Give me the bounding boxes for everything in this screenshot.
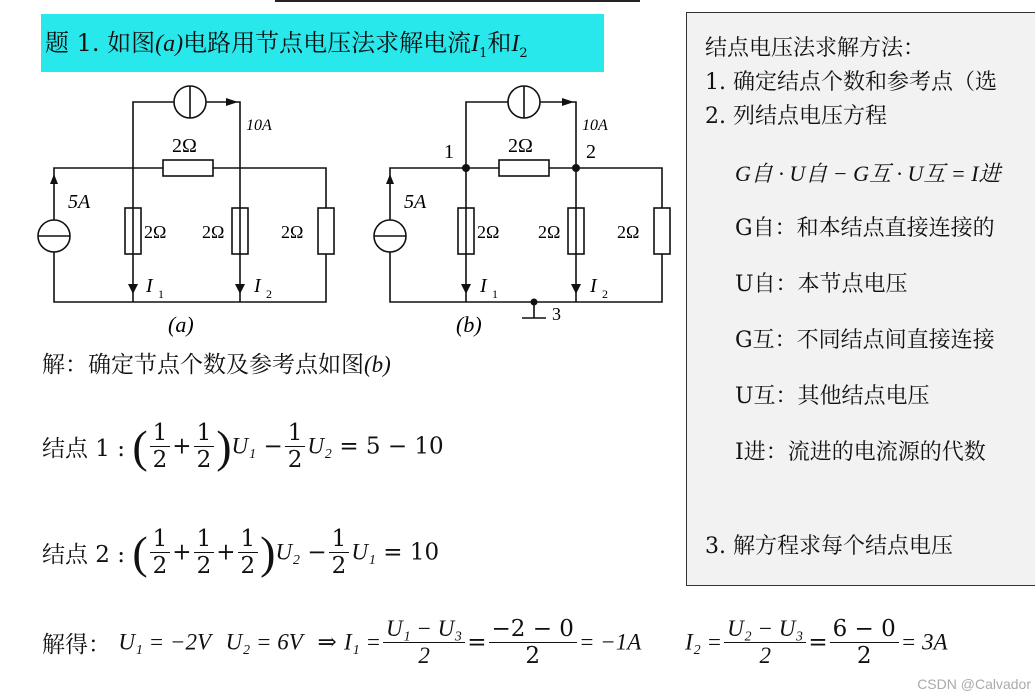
circuit-b xyxy=(366,78,686,338)
method-step-3: 3. 解方程求每个结点电压 xyxy=(705,534,953,559)
method-u-self: U自：本节点电压 xyxy=(735,272,908,297)
solution-intro xyxy=(42,346,391,379)
a-i1-sub: 1 xyxy=(158,287,164,301)
solve-i2-frac2: $\frac{6 - 0}{2}$ xyxy=(830,616,899,669)
a-i2-sub: 2 xyxy=(266,287,272,301)
node1-rparen: ) xyxy=(216,421,232,472)
b-i2-label: I xyxy=(590,275,597,297)
method-title: 结点电压法求解方法： xyxy=(705,36,926,61)
method-g-self: G自：和本结点直接连接的 xyxy=(735,216,995,241)
node2-rparen: ) xyxy=(260,527,276,578)
a-r3-label: 2Ω xyxy=(281,222,304,242)
node1-frac-a: $\frac{1}{2}$ xyxy=(150,420,171,473)
method-equation: G自 · U自 − G互 · U互 = I进 xyxy=(735,161,1001,186)
node2-equation: 结点 2 : ( $\frac{1}{2}$ + $\frac{1}{2}$ + $\frac{1}{2}$ )U₂ − $\frac{1}{2}$ U₁ = 10 xyxy=(42,526,440,579)
solve-line: 解得： U₁ = −2V U₂ = 6V ⇒ I₁ = $\frac{\text{U₁ − U₃}}{2}$ = $\frac{-2 - 0}{2}$ = −1A I₂ = $\frac{\text{U₂ − U₃}}{2}$ = $\frac{6 - 0}{2}$ = 3A xyxy=(42,616,948,669)
problem-title xyxy=(41,14,604,72)
node2-u2: U₂ xyxy=(275,539,301,565)
b-r2-label: 2Ω xyxy=(538,222,561,242)
node1-tail: = 5 − 10 xyxy=(339,433,444,460)
solve-i1-frac2: $\frac{-2 - 0}{2}$ xyxy=(489,616,577,669)
method-u-mutual: U互：其他结点电压 xyxy=(735,384,930,409)
a-cs-top-label: 10A xyxy=(246,117,272,134)
solve-i2-result: = 3A xyxy=(900,629,948,655)
b-node-3: 3 xyxy=(552,304,561,324)
node2-tail: = 10 xyxy=(383,539,440,566)
b-cs-top-label: 10A xyxy=(582,117,608,134)
b-r3-label: 2Ω xyxy=(617,222,640,242)
a-cs-left-label: 5A xyxy=(68,191,91,213)
a-r2-label: 2Ω xyxy=(202,222,225,242)
title-fig: (a) xyxy=(155,31,184,57)
solve-i2-frac1: $\frac{\text{U₂ − U₃}}{2}$ xyxy=(724,616,806,669)
node1-equation: 结点 1 : ( $\frac{1}{2}$ + $\frac{1}{2}$ )U₁ − $\frac{1}{2}$ U₂ = 5 − 10 xyxy=(42,420,444,473)
b-cs-left-label: 5A xyxy=(404,191,427,213)
circuit-a xyxy=(30,78,350,338)
a-i2-label: I xyxy=(254,275,261,297)
title-prefix: 题 1. 如图 xyxy=(45,29,156,57)
a-caption: (a) xyxy=(168,312,194,337)
node1-u1: U₁ xyxy=(231,433,257,459)
b-i2-sub: 2 xyxy=(602,287,608,301)
node1-u2: U₂ xyxy=(307,433,332,459)
a-r1-label: 2Ω xyxy=(144,222,167,242)
node2-label: 结点 2 : xyxy=(42,542,126,568)
solve-label: 解得： xyxy=(42,632,111,658)
b-caption: (b) xyxy=(456,312,482,337)
watermark: CSDN @Calvador xyxy=(917,676,1031,692)
node2-frac-a: $\frac{1}{2}$ xyxy=(150,526,171,579)
solve-i1-result: = −1A xyxy=(578,629,642,655)
node2-u1: U₁ xyxy=(351,539,376,565)
a-res-top-label: 2Ω xyxy=(172,135,197,157)
node1-frac-c: $\frac{1}{2}$ xyxy=(285,420,306,473)
title-and: 和 xyxy=(487,29,512,57)
solve-u2: U₂ = 6V xyxy=(225,629,303,655)
b-i1-sub: 1 xyxy=(492,287,498,301)
top-rule xyxy=(275,0,640,2)
node1-lparen: ( xyxy=(132,421,148,472)
node2-frac-d: $\frac{1}{2}$ xyxy=(329,526,350,579)
a-i1-label: I xyxy=(146,275,153,297)
method-i-in: I进：流进的电流源的代数 xyxy=(735,440,986,465)
b-i1-label: I xyxy=(480,275,487,297)
method-step-2: 2. 列结点电压方程 xyxy=(705,104,887,129)
b-res-top-label: 2Ω xyxy=(508,135,533,157)
node2-frac-b: $\frac{1}{2}$ xyxy=(194,526,215,579)
title-rest: 电路用节点电压法求解电流 xyxy=(183,29,472,57)
title-i2-sub: 2 xyxy=(519,46,528,61)
solution-intro-text: 解：确定节点个数及参考点如图 xyxy=(42,352,364,378)
b-node-2: 2 xyxy=(586,141,596,163)
title-i1: I xyxy=(471,31,480,57)
b-node-1: 1 xyxy=(444,141,454,163)
solve-arrow: ⇒ xyxy=(317,629,337,656)
node1-frac-b: $\frac{1}{2}$ xyxy=(194,420,215,473)
title-i1-sub: 1 xyxy=(479,46,488,61)
method-box xyxy=(686,12,1035,586)
node2-lparen: ( xyxy=(132,527,148,578)
solve-u1: U₁ = −2V xyxy=(118,629,212,655)
method-g-mutual: G互：不同结点间直接连接 xyxy=(735,328,995,353)
node2-frac-c: $\frac{1}{2}$ xyxy=(238,526,259,579)
title-i2: I xyxy=(511,31,520,57)
node1-label: 结点 1 : xyxy=(42,436,126,462)
b-r1-label: 2Ω xyxy=(477,222,500,242)
method-step-1: 1. 确定结点个数和参考点（选 xyxy=(705,70,997,95)
solve-i1-frac1: $\frac{\text{U₁ − U₃}}{2}$ xyxy=(383,616,465,669)
solve-i1-lhs: I₁ = xyxy=(344,629,381,655)
solution-intro-fig: (b) xyxy=(364,352,391,377)
solve-i2-lhs: I₂ = xyxy=(685,629,723,655)
